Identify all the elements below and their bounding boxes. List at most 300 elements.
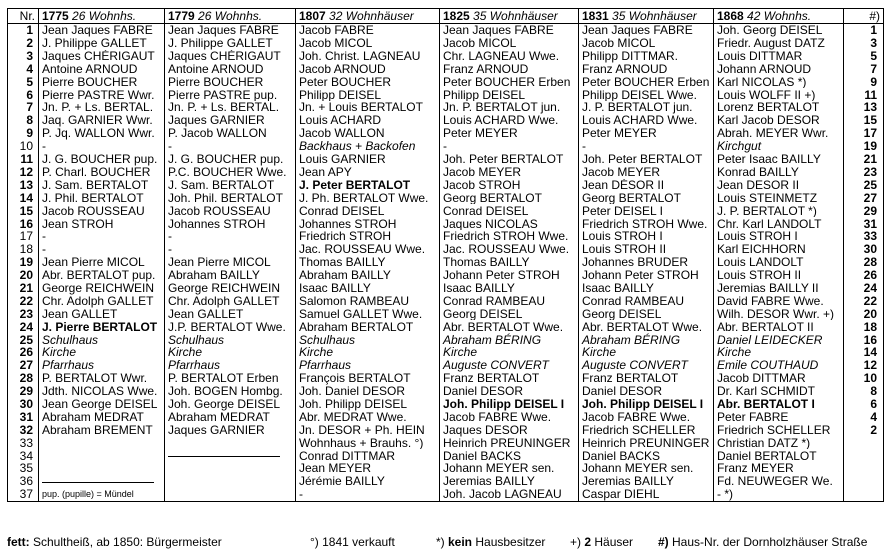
row-number: 6 — [8, 88, 39, 101]
street-house-number: 10 — [844, 372, 884, 385]
table-row — [8, 424, 884, 437]
table-row — [8, 24, 884, 37]
street-house-number — [844, 475, 884, 488]
street-house-number: 25 — [844, 179, 884, 192]
owner-1807: Jn. DESOR + Ph. HEIN — [296, 424, 440, 437]
owner-1825: Jeremias BAILLY — [440, 475, 579, 488]
owner-1775: Jean George DEISEL — [39, 398, 165, 411]
owner-1831: Kirche — [579, 346, 714, 359]
street-house-number: 8 — [844, 385, 884, 398]
owner-1868: Kirche — [714, 346, 844, 359]
owner-1775: Schulhaus — [39, 333, 165, 346]
street-house-number — [844, 462, 884, 475]
owner-1807: Joh. Philipp DEISEL — [296, 398, 440, 411]
table-row — [8, 88, 884, 101]
owner-1807 — [296, 437, 440, 450]
row-number: 9 — [8, 127, 39, 140]
table-row — [8, 114, 884, 127]
street-house-number: 11 — [844, 88, 884, 101]
separator-line — [168, 456, 280, 457]
row-number: 3 — [8, 50, 39, 63]
table-row — [8, 192, 884, 205]
owner-1831: J. P. BERTALOT jun. — [579, 101, 714, 114]
owner-1775: Pfarrhaus — [39, 359, 165, 372]
owner-1807: Salomon RAMBEAU — [296, 295, 440, 308]
owner-1779: Pierre BOUCHER — [165, 76, 296, 89]
owner-1779: - — [165, 140, 296, 153]
street-house-number: 29 — [844, 204, 884, 217]
row-number: 1 — [8, 24, 39, 37]
owner-1868: Wilh. DESOR Wwr. +) — [714, 308, 844, 321]
street-house-number: 9 — [844, 76, 884, 89]
owner-1825: Auguste CONVERT — [440, 359, 579, 372]
owner-1825: Philipp DEISEL — [440, 88, 579, 101]
row-number: 26 — [8, 346, 39, 359]
street-house-number: 26 — [844, 269, 884, 282]
row-number: 22 — [8, 295, 39, 308]
owner-1868: - *) — [714, 488, 844, 501]
owner-1779: Joh. BOGEN Hombg. — [165, 385, 296, 398]
header-year-label: 1825 — [443, 8, 470, 23]
owner-1807: Kirche — [296, 346, 440, 359]
table-header — [8, 9, 884, 24]
owner-1779: Pfarrhaus — [165, 359, 296, 372]
owner-1868: Fd. NEUWEGER We. — [714, 475, 844, 488]
legend-haeuser-text: Häuser — [591, 535, 634, 549]
owner-1775: Kirche — [39, 346, 165, 359]
header-nr: Nr. — [8, 9, 39, 24]
owner-1807: Pfarrhaus — [296, 359, 440, 372]
owner-1775: Antoine ARNOUD — [39, 63, 165, 76]
owner-1868: Jacob DITTMAR — [714, 372, 844, 385]
header-row — [8, 9, 884, 24]
owner-1779: - — [165, 230, 296, 243]
owner-1868: Friedr. August DATZ — [714, 37, 844, 50]
owner-1868: Daniel BERTALOT — [714, 449, 844, 462]
owner-1825: Franz ARNOUD — [440, 63, 579, 76]
owner-1807: Philipp DEISEL — [296, 88, 440, 101]
owner-1825: Joh. Philipp DEISEL I — [440, 398, 579, 411]
street-house-number — [844, 449, 884, 462]
owner-1831: Jacob MEYER — [579, 166, 714, 179]
header-year-desc: 32 Wohnhäuser — [329, 8, 414, 23]
legend-haeuser-bold: 2 — [584, 535, 592, 549]
street-house-number: 13 — [844, 101, 884, 114]
owner-1779: Schulhaus — [165, 333, 296, 346]
header-year-1807 — [296, 9, 440, 24]
street-house-number: 20 — [844, 308, 884, 321]
owner-1831: Jacob MICOL — [579, 37, 714, 50]
owner-1868: Louis STEINMETZ — [714, 192, 844, 205]
owner-1807: Conrad DEISEL — [296, 204, 440, 217]
owner-1868: Karl Jacob DESOR — [714, 114, 844, 127]
row-number: 14 — [8, 192, 39, 205]
header-year-desc: 35 Wohnhäuser — [473, 8, 558, 23]
owner-1868: Louis STROH I — [714, 230, 844, 243]
owner-1775: Jean STROH — [39, 217, 165, 230]
owner-1831: Peter DEISEL I — [579, 204, 714, 217]
owner-1825: Johann Peter STROH — [440, 269, 579, 282]
table-row — [8, 462, 884, 475]
owner-1775: Abraham BREMENT — [39, 424, 165, 437]
legend — [7, 535, 883, 551]
table-row — [8, 488, 884, 501]
table-row — [8, 127, 884, 140]
table-row — [8, 295, 884, 308]
owner-1831: Philipp DITTMAR. — [579, 50, 714, 63]
owner-1775: P. BERTALOT Wwr. — [39, 372, 165, 385]
owner-1775: Chr. Adolph GALLET — [39, 295, 165, 308]
row-number: 37 — [8, 488, 39, 501]
owner-1807: Isaac BAILLY — [296, 282, 440, 295]
owner-1868: Konrad BAILLY — [714, 166, 844, 179]
table-row — [8, 411, 884, 424]
row-number: 19 — [8, 256, 39, 269]
owner-1868: Lorenz BERTALOT — [714, 101, 844, 114]
table-row — [8, 282, 884, 295]
table-row — [8, 217, 884, 230]
legend-zwei-haeuser — [570, 535, 633, 549]
owner-1775: - — [39, 230, 165, 243]
header-year-desc: 35 Wohnhäuser — [612, 8, 697, 23]
legend-kein-hausbesitzer — [436, 535, 545, 549]
owner-1868: Johann ARNOUD — [714, 63, 844, 76]
owner-1868: Jean DESOR II — [714, 179, 844, 192]
owner-1779 — [165, 462, 296, 475]
table-row — [8, 437, 884, 450]
owner-1807: Louis ACHARD — [296, 114, 440, 127]
row-number: 31 — [8, 411, 39, 424]
owner-1779: J. G. BOUCHER pup. — [165, 153, 296, 166]
owner-1779 — [165, 475, 296, 488]
owner-1825: Johann MEYER sen. — [440, 462, 579, 475]
table-row — [8, 372, 884, 385]
owner-1779: Antoine ARNOUD — [165, 63, 296, 76]
legend-hausnr-text: Haus-Nr. der Dornholzhäuser Straße — [672, 535, 868, 549]
owner-1807: Jacob MICOL — [296, 37, 440, 50]
row-number: 35 — [8, 462, 39, 475]
row-number: 27 — [8, 359, 39, 372]
owner-1807: Jac. ROUSSEAU Wwe. — [296, 243, 440, 256]
row-number: 10 — [8, 140, 39, 153]
street-house-number: 22 — [844, 295, 884, 308]
owner-1825: Joh. Peter BERTALOT — [440, 153, 579, 166]
street-house-number: 15 — [844, 114, 884, 127]
row-number: 8 — [8, 114, 39, 127]
owner-1831: Johann Peter STROH — [579, 269, 714, 282]
owner-1825: Jac. ROUSSEAU Wwe. — [440, 243, 579, 256]
owner-1825: Thomas BAILLY — [440, 256, 579, 269]
owner-1807: Joh. Christ. LAGNEAU — [296, 50, 440, 63]
owner-1775: Abraham MEDRAT — [39, 411, 165, 424]
owner-1775: Jaques CHÉRIGAUT — [39, 50, 165, 63]
owner-1807: Abr. MEDRAT Wwe. — [296, 411, 440, 424]
owner-1775: Jacob ROUSSEAU — [39, 204, 165, 217]
owner-1775: J. Philippe GALLET — [39, 37, 165, 50]
street-house-number: 31 — [844, 217, 884, 230]
table-row — [8, 204, 884, 217]
row-number: 23 — [8, 308, 39, 321]
owner-1775: J. Sam. BERTALOT — [39, 179, 165, 192]
owner-1868: Louis WOLFF II +) — [714, 88, 844, 101]
owner-1825: Isaac BAILLY — [440, 282, 579, 295]
legend-kein-marker: *) — [436, 535, 448, 549]
header-year-label: 1868 — [717, 8, 744, 23]
owner-1775: Jean Jaques FABRE — [39, 24, 165, 37]
wohnhaus-brauhaus-label: Wohnhaus + Brauhs. °) — [299, 436, 424, 450]
owner-1779: Jn. P. + Ls. BERTAL. — [165, 101, 296, 114]
owner-1807: Jacob FABRE — [296, 24, 440, 37]
row-number: 2 — [8, 37, 39, 50]
owner-1868: Louis STROH II — [714, 269, 844, 282]
owner-1825: Conrad DEISEL — [440, 204, 579, 217]
owner-1775: - — [39, 243, 165, 256]
owner-1831: Philipp DEISEL Wwe. — [579, 88, 714, 101]
owner-1807: Jn. + Louis BERTALOT — [296, 101, 440, 114]
owner-1868: Jeremias BAILLY II — [714, 282, 844, 295]
owner-1775: Pierre BOUCHER — [39, 76, 165, 89]
owner-1779: Jaques GARNIER — [165, 114, 296, 127]
separator-line — [42, 482, 154, 483]
owner-1807: Johannes STROH — [296, 217, 440, 230]
row-number: 18 — [8, 243, 39, 256]
owner-1831: Jeremias BAILLY — [579, 475, 714, 488]
owner-1807: Jérémie BAILLY — [296, 475, 440, 488]
row-number: 16 — [8, 217, 39, 230]
header-year-1831 — [579, 9, 714, 24]
row-number: 12 — [8, 166, 39, 179]
owner-1807: J. Peter BERTALOT — [296, 179, 440, 192]
row-number: 11 — [8, 153, 39, 166]
owner-1868: Abrah. MEYER Wwr. — [714, 127, 844, 140]
owner-1831: Johann MEYER sen. — [579, 462, 714, 475]
table-row — [8, 50, 884, 63]
table-row — [8, 269, 884, 282]
owner-1775: P. Charl. BOUCHER — [39, 166, 165, 179]
street-house-number: 12 — [844, 359, 884, 372]
owner-1825: Jacob MICOL — [440, 37, 579, 50]
owner-1868: Joh. Georg DEISEL — [714, 24, 844, 37]
house-owner-table-container — [7, 8, 883, 502]
owner-1779: Johannes STROH — [165, 217, 296, 230]
owner-1807: Backhaus + Backofen — [296, 140, 440, 153]
street-house-number: 4 — [844, 411, 884, 424]
owner-1779: Jaques CHÉRIGAUT — [165, 50, 296, 63]
row-number: 30 — [8, 398, 39, 411]
street-house-number: 7 — [844, 63, 884, 76]
header-year-label: 1775 — [42, 8, 69, 23]
row-number: 25 — [8, 333, 39, 346]
owner-1831: Daniel BACKS — [579, 449, 714, 462]
owner-1779: Chr. Adolph GALLET — [165, 295, 296, 308]
street-house-number: 3 — [844, 37, 884, 50]
legend-hausnr-marker: #) — [658, 535, 673, 549]
owner-1831: Peter BOUCHER Erben — [579, 76, 714, 89]
owner-1868: Kirchgut — [714, 140, 844, 153]
street-house-number: 30 — [844, 243, 884, 256]
owner-1868: Friedrich SCHELLER — [714, 424, 844, 437]
owner-1825: Jaques NICOLAS — [440, 217, 579, 230]
owner-1868: Emile COUTHAUD — [714, 359, 844, 372]
row-number: 29 — [8, 385, 39, 398]
owner-1825: Daniel BACKS — [440, 449, 579, 462]
owner-1831: Louis ACHARD Wwe. — [579, 114, 714, 127]
owner-1825: Daniel DESOR — [440, 385, 579, 398]
table-body — [8, 24, 884, 502]
owner-1775: J. Phil. BERTALOT — [39, 192, 165, 205]
owner-1775: Pierre PASTRE Wwr. — [39, 88, 165, 101]
owner-1831: Heinrich PREUNINGER — [579, 437, 714, 450]
owner-1775 — [39, 449, 165, 462]
table-row — [8, 320, 884, 333]
owner-1775: P. Jq. WALLON Wwr. — [39, 127, 165, 140]
owner-1825: Jean Jaques FABRE — [440, 24, 579, 37]
header-year-desc: 26 Wohnhs. — [198, 8, 263, 23]
owner-1831: Louis STROH I — [579, 230, 714, 243]
table-row — [8, 398, 884, 411]
owner-1831: Daniel DESOR — [579, 385, 714, 398]
owner-1807: François BERTALOT — [296, 372, 440, 385]
row-number: 5 — [8, 76, 39, 89]
owner-1825: Peter BOUCHER Erben — [440, 76, 579, 89]
owner-1868: Dr. Karl SCHMIDT — [714, 385, 844, 398]
header-year-label: 1807 — [299, 8, 326, 23]
pupille-footnote: pup. (pupille) = Mündel — [39, 488, 165, 501]
table-row — [8, 359, 884, 372]
owner-1775: J. Pierre BERTALOT — [39, 320, 165, 333]
owner-1775: George REICHWEIN — [39, 282, 165, 295]
street-house-number: 6 — [844, 398, 884, 411]
owner-1775 — [39, 462, 165, 475]
street-house-number: 18 — [844, 320, 884, 333]
owner-1831: Georg DEISEL — [579, 308, 714, 321]
street-house-number — [844, 437, 884, 450]
owner-1775: - — [39, 140, 165, 153]
owner-1825: Conrad RAMBEAU — [440, 295, 579, 308]
row-number: 28 — [8, 372, 39, 385]
owner-1825: Joh. Jacob LAGNEAU — [440, 488, 579, 501]
table-row — [8, 101, 884, 114]
owner-1779: Jean Jaques FABRE — [165, 24, 296, 37]
owner-1825: Jn. P. BERTALOT jun. — [440, 101, 579, 114]
owner-1807: Abraham BAILLY — [296, 269, 440, 282]
owner-1831: Caspar DIEHL — [579, 488, 714, 501]
owner-1831: Louis STROH II — [579, 243, 714, 256]
owner-1779: Jaques GARNIER — [165, 424, 296, 437]
owner-1868: Chr. Karl LANDOLT — [714, 217, 844, 230]
table-row — [8, 308, 884, 321]
owner-1775: J. G. BOUCHER pup. — [39, 153, 165, 166]
street-house-number: 23 — [844, 166, 884, 179]
owner-1831: Conrad RAMBEAU — [579, 295, 714, 308]
table-row — [8, 449, 884, 462]
owner-1775: Jean GALLET — [39, 308, 165, 321]
owner-1775: Jaq. GARNIER Wwr. — [39, 114, 165, 127]
legend-fett-label: fett: — [7, 535, 30, 549]
owner-1807: Abraham BERTALOT — [296, 320, 440, 333]
street-house-number — [844, 488, 884, 501]
header-year-label: 1779 — [168, 8, 195, 23]
owner-1825: Heinrich PREUNINGER — [440, 437, 579, 450]
row-number: 36 — [8, 475, 39, 488]
owner-1825: Abr. BERTALOT Wwe. — [440, 320, 579, 333]
owner-1779: Jean GALLET — [165, 308, 296, 321]
house-owner-table — [7, 8, 884, 502]
table-row — [8, 256, 884, 269]
street-house-number: 28 — [844, 256, 884, 269]
street-house-number: 5 — [844, 50, 884, 63]
street-house-number: 2 — [844, 424, 884, 437]
table-row — [8, 385, 884, 398]
table-row — [8, 475, 884, 488]
owner-1825: Kirche — [440, 346, 579, 359]
owner-1779: Jacob ROUSSEAU — [165, 204, 296, 217]
owner-1779 — [165, 488, 296, 501]
street-house-number: 14 — [844, 346, 884, 359]
street-house-number: 17 — [844, 127, 884, 140]
owner-1779: P. Jacob WALLON — [165, 127, 296, 140]
row-number: 4 — [8, 63, 39, 76]
row-number: 17 — [8, 230, 39, 243]
table-row — [8, 37, 884, 50]
owner-1779 — [165, 449, 296, 462]
owner-1775: Jdth. NICOLAS Wwe. — [39, 385, 165, 398]
owner-1807: Peter BOUCHER — [296, 76, 440, 89]
owner-1825: Peter MEYER — [440, 127, 579, 140]
owner-1831: Friedrich SCHELLER — [579, 424, 714, 437]
row-number: 7 — [8, 101, 39, 114]
owner-1868: Karl EICHHORN — [714, 243, 844, 256]
owner-1807: - — [296, 488, 440, 501]
owner-1775 — [39, 437, 165, 450]
owner-1807: Jacob ARNOUD — [296, 63, 440, 76]
row-number: 21 — [8, 282, 39, 295]
owner-1807: Joh. Daniel DESOR — [296, 385, 440, 398]
header-year-1825 — [440, 9, 579, 24]
owner-1779: P.C. BOUCHER Wwe. — [165, 166, 296, 179]
owner-1831: Franz ARNOUD — [579, 63, 714, 76]
legend-haeuser-marker: +) — [570, 535, 585, 549]
owner-1779: George REICHWEIN — [165, 282, 296, 295]
owner-1868: Peter FABRE — [714, 411, 844, 424]
header-year-desc: 42 Wohnhs. — [747, 8, 812, 23]
owner-1868: Karl NICOLAS *) — [714, 76, 844, 89]
owner-1807: J. Ph. BERTALOT Wwe. — [296, 192, 440, 205]
table-row — [8, 140, 884, 153]
owner-1825: Friedrich STROH Wwe. — [440, 230, 579, 243]
owner-1868: Louis LANDOLT — [714, 256, 844, 269]
legend-kein-text: Hausbesitzer — [472, 535, 546, 549]
table-row — [8, 333, 884, 346]
legend-verkauft: °) 1841 verkauft — [310, 535, 395, 549]
table-row — [8, 153, 884, 166]
owner-1807: Samuel GALLET Wwe. — [296, 308, 440, 321]
owner-1868: Peter Isaac BAILLY — [714, 153, 844, 166]
header-year-desc: 26 Wohnhs. — [72, 8, 137, 23]
table-row — [8, 243, 884, 256]
owner-1831: Abr. BERTALOT Wwe. — [579, 320, 714, 333]
row-number: 24 — [8, 320, 39, 333]
owner-1868: Franz MEYER — [714, 462, 844, 475]
legend-kein-bold: kein — [448, 535, 473, 549]
owner-1831: Jean Jaques FABRE — [579, 24, 714, 37]
owner-1825: Jaques DESOR — [440, 424, 579, 437]
owner-1779: Joh. George DEISEL — [165, 398, 296, 411]
header-year-1779 — [165, 9, 296, 24]
owner-1779: J.P. BERTALOT Wwe. — [165, 320, 296, 333]
owner-1779: P. BERTALOT Erben — [165, 372, 296, 385]
street-house-number: 33 — [844, 230, 884, 243]
